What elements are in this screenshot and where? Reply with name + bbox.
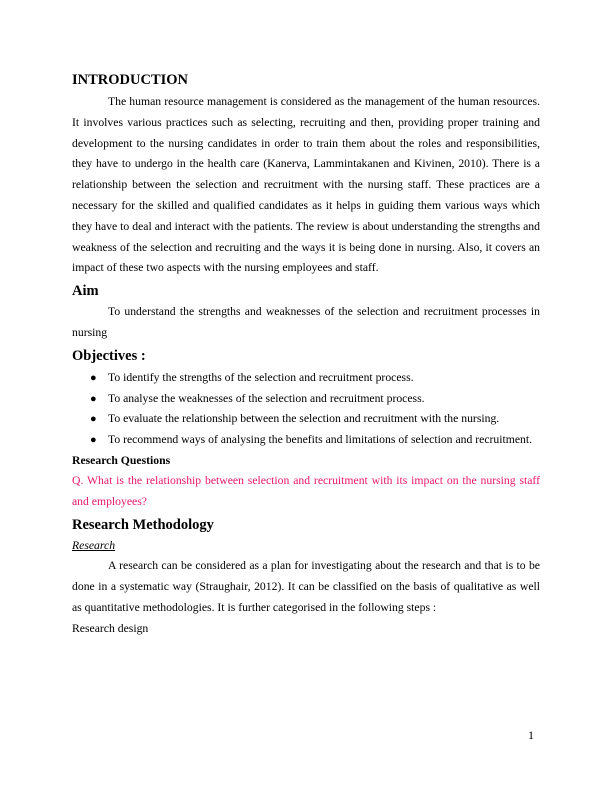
page-content (72, 71, 540, 640)
introduction-paragraph: The human resource management is considered as the management of the human resources. It involves various practices such as selecting, recruiting and then, providing proper training and development to the nursing candidates in order to train them about the roles and responsibilities, they have to undergo in the health care (Kanerva, Lammintakanen and Kivinen, 2010). There is a relationship between the selection and recruitment with the nursing staff. These practices are a necessary for the skilled and qualified candidates as it helps in guiding them various ways which they have to deal and interact with the patients. The review is about understanding the strengths and weakness of the selection and recruiting and the ways it is being done in nursing. Also, it covers an impact of these two aspects with the nursing employees and staff. (72, 95, 540, 275)
objectives-list (72, 368, 540, 451)
methodology-paragraph: A research can be considered as a plan for investigating about the research and that is to be done in a systematic way (Straughair, 2012). It can be classified on the basis of qualitative as well as quantitative methodologies. It is further categorised in the following steps : (72, 559, 540, 614)
objective-item (72, 389, 540, 410)
objective-text: To evaluate the relationship between the selection and recruitment with the nursing. (108, 412, 500, 426)
aim-heading: Aim (72, 283, 99, 300)
objectives-heading: Objectives : (72, 347, 146, 364)
objective-text: To recommend ways of analysing the benefits and limitations of selection and recruitment. (108, 433, 533, 447)
research-question: Q. What is the relationship between selection and recruitment with its impact on the nursing staff and employees? (72, 473, 540, 508)
introduction-heading: INTRODUCTION (72, 72, 189, 88)
bullet-icon: ● (90, 371, 97, 384)
research-sub-label: Research (72, 538, 116, 552)
research-design-label: Research design (72, 621, 149, 635)
bullet-icon: ● (90, 392, 97, 405)
bullet-icon: ● (90, 413, 97, 426)
page-number: 1 (528, 728, 534, 742)
research-questions-heading: Research Questions (72, 453, 171, 467)
objective-item (72, 409, 540, 430)
aim-text: To understand the strengths and weaknesses of the selection and recruitment processes in nursing (72, 305, 540, 339)
objective-item (72, 430, 540, 451)
objective-item (72, 368, 540, 389)
objective-text: To analyse the weaknesses of the selection and recruitment process. (108, 391, 425, 405)
research-methodology-heading: Research Methodology (72, 516, 214, 533)
objective-text: To identify the strengths of the selection and recruitment process. (108, 370, 414, 384)
bullet-icon: ● (90, 434, 97, 447)
